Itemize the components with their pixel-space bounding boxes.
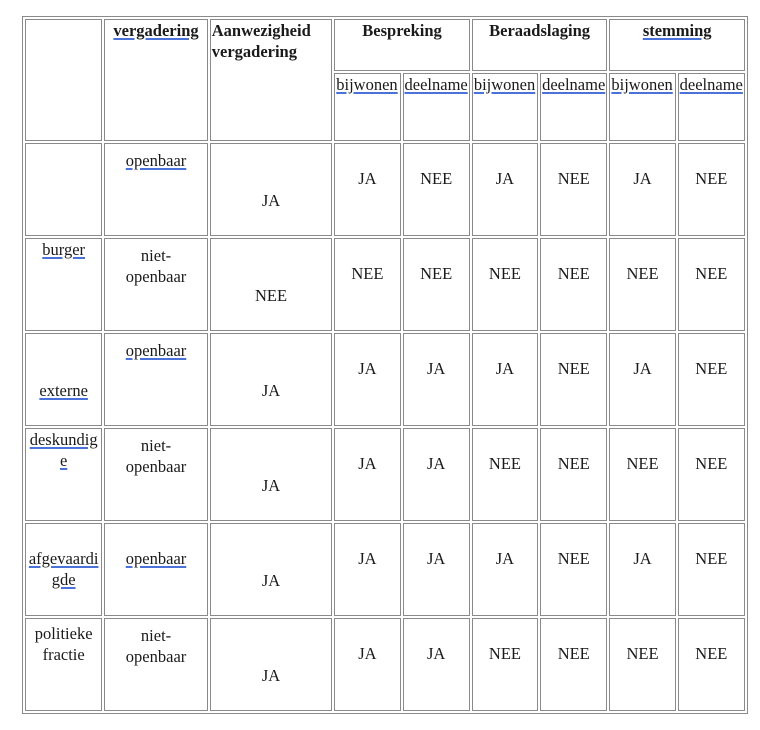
row-aanwezig: JA [261,381,281,400]
value-cell [609,618,675,711]
value-cell [678,618,745,711]
header-bespreking [334,19,470,71]
subheader-beraadslaging-deelname [540,73,607,141]
value: NEE [420,169,453,188]
row-label-cell [25,143,102,236]
row-aanwezig: NEE [254,286,288,305]
table-row [25,333,745,426]
value: JA [358,549,377,568]
header-stemming [609,19,745,71]
row-label-cell [25,333,102,426]
subheader-beraadslaging-bijwonen [472,73,538,141]
value: NEE [626,644,659,663]
row-type: openbaar [125,341,187,360]
header-stemming-label: stemming [642,21,712,40]
value-cell [334,523,400,616]
value: JA [633,549,652,568]
value: NEE [695,169,728,188]
table-row [25,523,745,616]
participation-table [22,16,748,714]
subheader-label: deelname [542,75,606,94]
row-type-cell [104,143,207,236]
row-type: openbaar [125,151,187,170]
subheader-stemming-bijwonen [609,73,675,141]
value: NEE [557,169,590,188]
row-label: externe [39,381,88,400]
value-cell [609,333,675,426]
row-label-cell [25,238,102,331]
value-cell [678,523,745,616]
subheader-label: deelname [679,75,743,94]
value: NEE [695,644,728,663]
value: JA [427,359,446,378]
value: NEE [488,644,521,663]
value-cell [678,143,745,236]
subheader-label: deelname [404,75,468,94]
row-type-cell [104,618,207,711]
value-cell [609,238,675,331]
value: JA [427,644,446,663]
value: NEE [557,264,590,283]
value: JA [633,169,652,188]
header-vergadering-label: vergadering [113,21,199,40]
header-aanwezigheid [210,19,333,141]
value-cell [472,618,538,711]
value-cell [678,333,745,426]
value: JA [427,549,446,568]
subheader-label: bijwonen [473,75,536,94]
value: NEE [557,644,590,663]
value-cell [403,523,470,616]
value-cell [334,333,400,426]
table-row [25,143,745,236]
row-type: openbaar [125,549,187,568]
value: JA [358,454,377,473]
subheader-bespreking-bijwonen [334,73,400,141]
value: JA [427,454,446,473]
row-type-cell [104,523,207,616]
header-aanwezigheid-label: Aanwezigheid vergadering [211,21,311,61]
subheader-bespreking-deelname [403,73,470,141]
value-cell [403,428,470,521]
row-aanwezig-cell [210,523,333,616]
value-cell [678,238,745,331]
row-aanwezig-cell [210,238,333,331]
value: NEE [420,264,453,283]
header-bespreking-label: Bespreking [362,21,442,40]
header-beraadslaging-label: Beraadslaging [489,21,591,40]
subheader-label: bijwonen [611,75,673,94]
row-type: niet-openbaar [125,246,187,286]
value: NEE [557,359,590,378]
header-beraadslaging [472,19,608,71]
corner-cell [25,19,102,141]
value: NEE [695,454,728,473]
row-aanwezig: JA [261,666,281,685]
value-cell [403,618,470,711]
value: NEE [351,264,384,283]
row-aanwezig-cell [210,618,333,711]
row-label: deskundige [29,430,98,470]
value-cell [540,333,607,426]
value-cell [678,428,745,521]
value: JA [358,169,377,188]
row-aanwezig-cell [210,428,333,521]
value-cell [540,618,607,711]
value: NEE [626,264,659,283]
value-cell [472,143,538,236]
row-aanwezig-cell [210,143,333,236]
row-type: niet-openbaar [125,626,187,666]
value-cell [540,143,607,236]
value-cell [334,238,400,331]
value: NEE [557,454,590,473]
value-cell [403,238,470,331]
value: JA [495,169,515,188]
value: NEE [488,454,521,473]
value-cell [403,333,470,426]
value: NEE [557,549,590,568]
row-type-cell [104,238,207,331]
value-cell [609,428,675,521]
value: NEE [488,264,521,283]
value-cell [540,523,607,616]
value-cell [334,618,400,711]
value: JA [633,359,652,378]
table-row [25,618,745,711]
value-cell [540,238,607,331]
value-cell [609,523,675,616]
row-aanwezig: JA [261,571,281,590]
value-cell [403,143,470,236]
table-row [25,238,745,331]
row-label: politieke fractie [34,624,93,664]
value-cell [472,523,538,616]
value-cell [472,428,538,521]
value: NEE [695,264,728,283]
value: JA [495,549,515,568]
value-cell [334,143,400,236]
row-label-cell [25,523,102,616]
row-type-cell [104,333,207,426]
value-cell [472,238,538,331]
row-type-cell [104,428,207,521]
value-cell [609,143,675,236]
table-row [25,428,745,521]
value-cell [472,333,538,426]
value: NEE [695,359,728,378]
subheader-stemming-deelname [678,73,745,141]
row-aanwezig: JA [261,476,281,495]
header-vergadering [104,19,207,141]
value: JA [358,359,377,378]
value: NEE [695,549,728,568]
value: NEE [626,454,659,473]
value: JA [495,359,515,378]
row-label: burger [42,240,86,259]
row-aanwezig: JA [261,191,281,210]
subheader-label: bijwonen [336,75,398,94]
row-label-cell [25,618,102,711]
row-aanwezig-cell [210,333,333,426]
value: JA [358,644,377,663]
row-type: niet-openbaar [125,436,187,476]
row-label-cell [25,428,102,521]
value-cell [540,428,607,521]
row-label: afgevaardigde [28,549,99,589]
value-cell [334,428,400,521]
